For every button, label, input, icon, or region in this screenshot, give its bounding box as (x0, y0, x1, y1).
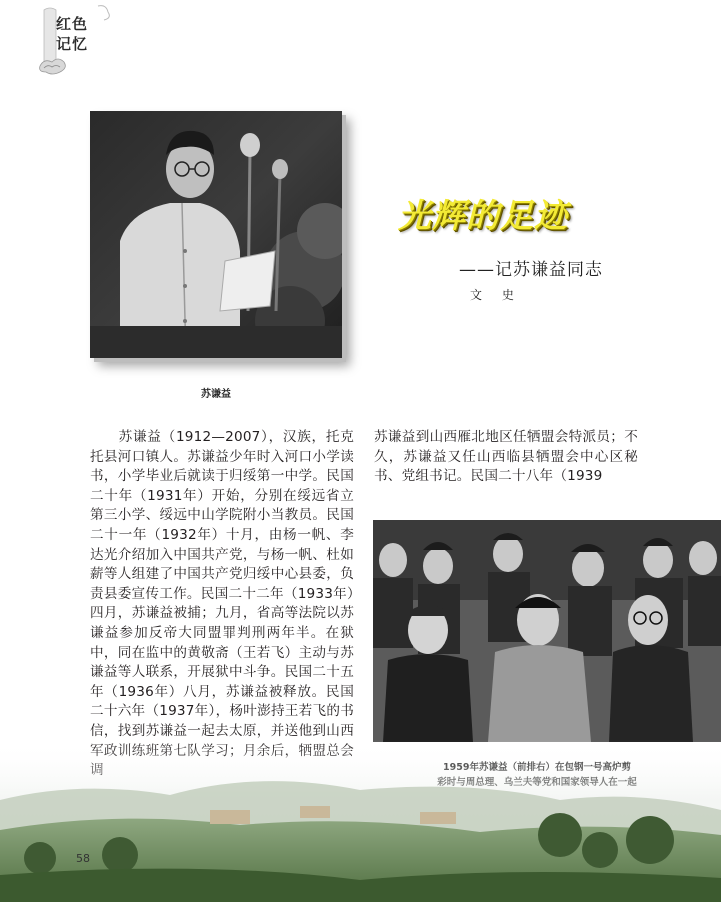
section-label (56, 14, 100, 54)
article-author: 文 史 (470, 288, 522, 302)
portrait-photo (90, 111, 342, 358)
body-paragraph: 苏谦益到山西雁北地区任牺盟会特派员；不久，苏谦益又任山西临县牺盟会中心区秘书、党组书记。民国二十八年（1939 (374, 429, 638, 485)
section-label-line1: 红色 (56, 15, 89, 33)
portrait-caption: 苏谦益 (201, 389, 231, 400)
body-text-right-column (374, 428, 638, 487)
article-title: 光辉的足迹 (398, 196, 568, 235)
body-text-left-column (90, 428, 354, 781)
section-badge (38, 4, 112, 76)
landscape-background-image (0, 740, 721, 902)
group-photo (373, 520, 721, 742)
page-number: 58 (76, 852, 90, 865)
section-label-line2: 记忆 (56, 35, 89, 53)
article-subtitle: ——记苏谦益同志 (459, 260, 603, 280)
body-paragraph: 苏谦益（1912—2007），汉族，托克托县河口镇人。苏谦益少年时入河口小学读书，小学毕业后就读于归绥第一中学。民国二十年（1931年）开始，分别在绥远省立第三小学、绥远中山学院附小当教员。民国二十一年（1932年）十月，由杨一帆、李达光介绍加入中国共产党，与杨一帆、杜如薪等人组建了中国共产党归绥中心县委，负责县委宣传工作。民国二十二年（1933年）四月，苏谦益被捕；九月，省高等法院以苏谦益参加反帝大同盟罪判刑两年半。在狱中，同在监中的黄敬斋（王若飞）主动与苏谦益等人联系，开展狱中斗争。民国二十五年（1936年）八月，苏谦益被释放。民国二十六年（1937年），杨叶澎持王若飞的书信，找到苏谦益一起去太原，并送他到山西 (90, 429, 354, 739)
